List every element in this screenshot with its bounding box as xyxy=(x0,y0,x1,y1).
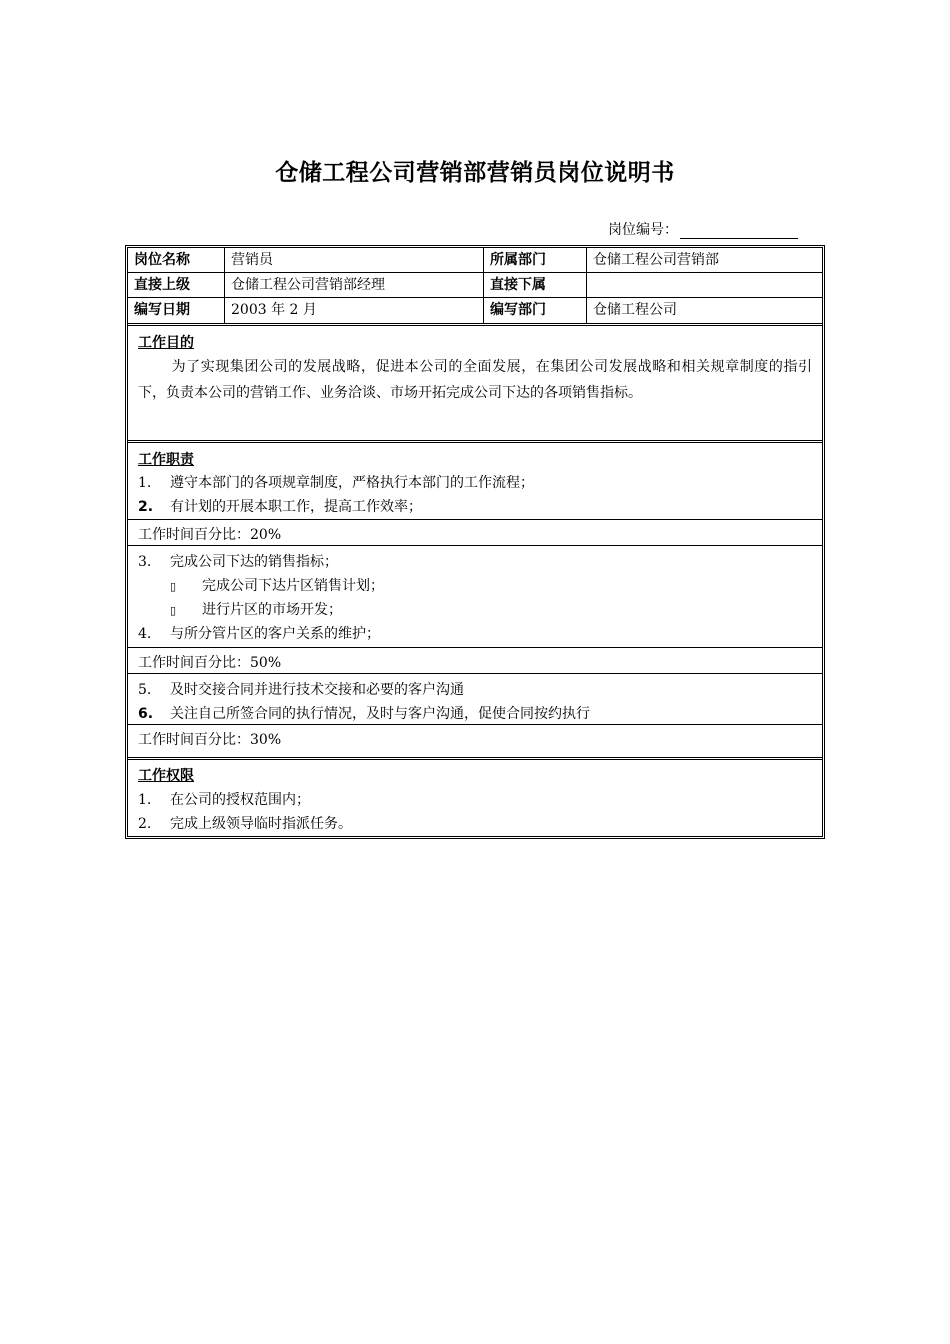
percent-3: 工作时间百分比：30% xyxy=(138,732,282,748)
authority-item-2-num: 2. xyxy=(138,816,152,832)
duty-item-5-text: 及时交接合同并进行技术交接和必要的客户沟通 xyxy=(170,682,464,698)
label-compile-date: 编写日期 xyxy=(128,298,225,323)
value-department: 仓储工程公司营销部 xyxy=(593,252,719,268)
duty-item-3-text: 完成公司下达的销售指标； xyxy=(170,554,338,570)
duty-item-2-num: 2. xyxy=(138,499,154,515)
purpose-title: 工作目的 xyxy=(138,335,194,351)
post-number-field xyxy=(608,219,798,239)
duty-item-5 xyxy=(138,679,464,699)
duties-group-2 xyxy=(128,546,822,648)
label-compile-dept: 编写部门 xyxy=(484,298,587,323)
label-position-name: 岗位名称 xyxy=(128,248,225,272)
label-direct-superior: 直接上级 xyxy=(128,273,225,297)
duty-item-5-num: 5. xyxy=(138,682,152,698)
duty-item-4-num: 4. xyxy=(138,626,152,642)
duty-item-6-num: 6. xyxy=(138,706,154,722)
authority-item-2-text: 完成上级领导临时指派任务。 xyxy=(170,816,352,832)
duty-subitem-1 xyxy=(170,575,384,595)
duty-item-3-num: 3. xyxy=(138,554,152,570)
label-direct-subordinate: 直接下属 xyxy=(484,273,587,297)
duty-subitem-1-text: 完成公司下达片区销售计划； xyxy=(202,578,384,594)
duty-item-4-text: 与所分管片区的客户关系的维护； xyxy=(170,626,380,642)
duty-subitem-2 xyxy=(170,599,342,619)
bullet-icon: ▯ xyxy=(170,604,177,617)
percent-2: 工作时间百分比：50% xyxy=(138,655,282,671)
bullet-icon: ▯ xyxy=(170,580,177,593)
duty-item-1-text: 遵守本部门的各项规章制度，严格执行本部门的工作流程； xyxy=(170,475,534,491)
percent-row-2 xyxy=(128,648,822,674)
percent-row-3 xyxy=(128,725,822,760)
duties-group-3 xyxy=(128,674,822,725)
duties-group-1 xyxy=(128,443,822,520)
duty-item-6-text: 关注自己所签合同的执行情况，及时与客户沟通，促使合同按约执行 xyxy=(170,706,590,722)
value-compile-date: 2003 年 2 月 xyxy=(225,298,484,323)
percent-1: 工作时间百分比：20% xyxy=(138,527,282,543)
authority-item-2 xyxy=(138,813,352,833)
authority-item-1-num: 1. xyxy=(138,792,152,808)
value-direct-subordinate xyxy=(587,273,822,297)
label-department: 所属部门 xyxy=(484,248,587,272)
authority-section xyxy=(128,760,822,836)
authority-title: 工作权限 xyxy=(138,768,194,784)
info-row-2 xyxy=(128,273,822,298)
duties-title: 工作职责 xyxy=(138,452,194,468)
purpose-text: 为了实现集团公司的发展战略，促进本公司的全面发展，在集团公司发展战略和相关规章制度的指引下，负责本公司的营销工作、业务洽谈、市场开拓完成公司下达的各项销售指标。 xyxy=(138,359,812,401)
duty-item-6 xyxy=(138,703,590,723)
value-position-name: 营销员 xyxy=(225,248,484,272)
purpose-section xyxy=(128,326,822,443)
authority-item-1-text: 在公司的授权范围内； xyxy=(170,792,310,808)
duty-item-1-num: 1. xyxy=(138,475,152,491)
value-compile-dept: 仓储工程公司 xyxy=(593,302,677,318)
value-direct-superior: 仓储工程公司营销部经理 xyxy=(225,273,484,297)
duty-item-4 xyxy=(138,623,380,643)
authority-item-1 xyxy=(138,789,310,809)
duty-item-2 xyxy=(138,496,422,516)
document-title: 仓储工程公司营销部营销员岗位说明书 xyxy=(275,160,675,186)
duty-subitem-2-text: 进行片区的市场开发； xyxy=(202,602,342,618)
job-description-table xyxy=(125,245,825,839)
info-row-3 xyxy=(128,298,822,326)
duty-item-2-text: 有计划的开展本职工作，提高工作效率； xyxy=(170,499,422,515)
percent-row-1 xyxy=(128,520,822,546)
duty-item-3 xyxy=(138,551,338,571)
duty-item-1 xyxy=(138,472,534,492)
info-row-1 xyxy=(128,248,822,273)
post-number-label: 岗位编号： xyxy=(608,222,678,238)
post-number-blank xyxy=(680,224,798,239)
